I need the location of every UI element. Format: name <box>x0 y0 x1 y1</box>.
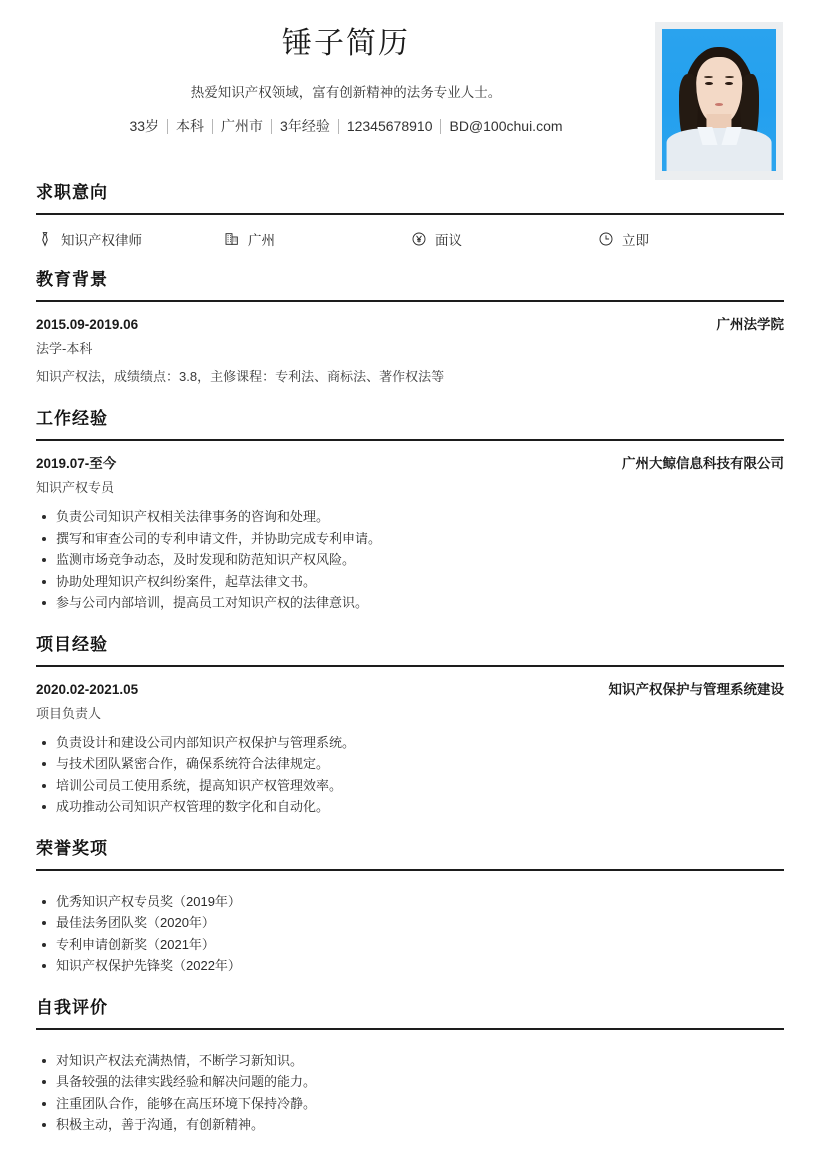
evaluation-body <box>36 1030 784 1136</box>
job-intention-row <box>36 215 784 249</box>
honors-body <box>36 871 784 977</box>
contact-line <box>56 115 636 137</box>
education-major: 法学-本科 <box>36 341 93 356</box>
section-education <box>36 267 784 388</box>
page-title: 锤子简历 <box>282 27 410 60</box>
intention-city-value: 广州 <box>248 233 275 248</box>
resume-header <box>36 0 784 162</box>
intention-availability <box>597 229 784 249</box>
avatar-mouth <box>715 103 723 106</box>
section-title: 项目经验 <box>36 634 108 654</box>
section-honors <box>36 836 784 977</box>
list-item: 专利申请创新奖（2021年） <box>36 934 784 956</box>
list-item: 知识产权保护先锋奖（2022年） <box>36 955 784 977</box>
intention-city <box>223 229 410 249</box>
list-item: 负责设计和建设公司内部知识产权保护与管理系统。 <box>36 732 784 754</box>
tie-icon <box>36 231 53 248</box>
contact-age: 33岁 <box>129 118 160 134</box>
list-item: 最佳法务团队奖（2020年） <box>36 912 784 934</box>
education-school: 广州法学院 <box>716 317 784 332</box>
section-work-experience <box>36 406 784 614</box>
avatar-eye-left <box>705 82 713 85</box>
header-text-block <box>56 22 636 137</box>
contact-experience: 3年经验 <box>280 118 330 134</box>
list-item: 与技术团队紧密合作，确保系统符合法律规定。 <box>36 753 784 775</box>
project-entry-head <box>36 679 784 701</box>
list-item: 负责公司知识产权相关法律事务的咨询和处理。 <box>36 506 784 528</box>
section-self-evaluation <box>36 995 784 1136</box>
project-bullets <box>36 732 784 818</box>
list-item: 协助处理知识产权纠纷案件，起草法律文书。 <box>36 571 784 593</box>
section-project-experience <box>36 632 784 818</box>
work-entry <box>36 453 784 614</box>
education-body <box>36 302 784 388</box>
contact-phone: 12345678910 <box>346 118 433 134</box>
list-item: 参与公司内部培训，提高员工对知识产权的法律意识。 <box>36 592 784 614</box>
avatar-brow-right <box>725 76 734 78</box>
section-title: 荣誉奖项 <box>36 838 108 858</box>
section-title: 工作经验 <box>36 409 108 428</box>
avatar-eye-right <box>725 82 733 85</box>
work-entry-head <box>36 453 784 475</box>
education-period: 2015.09-2019.06 <box>36 317 139 332</box>
work-bullets <box>36 506 784 614</box>
work-role: 知识产权专员 <box>36 480 115 495</box>
intention-salary-value: 面议 <box>435 233 462 248</box>
work-company: 广州大鲸信息科技有限公司 <box>622 456 784 471</box>
section-title: 自我评价 <box>36 997 108 1017</box>
education-entry-head <box>36 314 784 336</box>
list-item: 具备较强的法律实践经验和解决问题的能力。 <box>36 1071 784 1093</box>
list-item: 优秀知识产权专员奖（2019年） <box>36 891 784 913</box>
intention-salary <box>410 229 597 249</box>
list-item: 对知识产权法充满热情，不断学习新知识。 <box>36 1050 784 1072</box>
evaluation-bullets <box>36 1050 784 1136</box>
education-entry <box>36 314 784 388</box>
list-item: 监测市场竞争动态，及时发现和防范知识产权风险。 <box>36 549 784 571</box>
avatar <box>655 22 783 180</box>
work-period: 2019.07-至今 <box>36 456 117 471</box>
header-tagline: 热爱知识产权领域，富有创新精神的法务专业人士。 <box>190 85 502 100</box>
section-title: 求职意向 <box>36 183 108 202</box>
project-body <box>36 667 784 818</box>
intention-availability-value: 立即 <box>622 233 649 248</box>
intention-position-value: 知识产权律师 <box>61 233 142 248</box>
work-body <box>36 441 784 614</box>
education-description: 知识产权法，成绩绩点：3.8，主修课程：专利法、商标法、著作权法等 <box>36 369 445 384</box>
clock-icon <box>597 231 614 248</box>
contact-email: BD@100chui.com <box>449 118 563 134</box>
list-item: 积极主动，善于沟通，有创新精神。 <box>36 1114 784 1136</box>
honors-bullets <box>36 891 784 977</box>
project-period: 2020.02-2021.05 <box>36 681 139 697</box>
project-role: 项目负责人 <box>36 705 102 721</box>
avatar-brow-left <box>704 76 713 78</box>
list-item: 成功推动公司知识产权管理的数字化和自动化。 <box>36 796 784 818</box>
avatar-photo <box>662 29 776 171</box>
avatar-shirt <box>667 128 772 171</box>
section-job-intention <box>36 180 784 249</box>
section-title: 教育背景 <box>36 270 108 289</box>
list-item: 培训公司员工使用系统，提高知识产权管理效率。 <box>36 775 784 797</box>
project-name: 知识产权保护与管理系统建设 <box>608 681 784 697</box>
list-item: 注重团队合作，能够在高压环境下保持冷静。 <box>36 1093 784 1115</box>
project-entry <box>36 679 784 818</box>
contact-degree: 本科 <box>176 118 205 134</box>
yen-icon <box>410 231 427 248</box>
intention-position <box>36 229 223 249</box>
list-item: 撰写和审查公司的专利申请文件，并协助完成专利申请。 <box>36 528 784 550</box>
contact-city: 广州市 <box>221 118 264 134</box>
building-icon <box>223 231 240 248</box>
